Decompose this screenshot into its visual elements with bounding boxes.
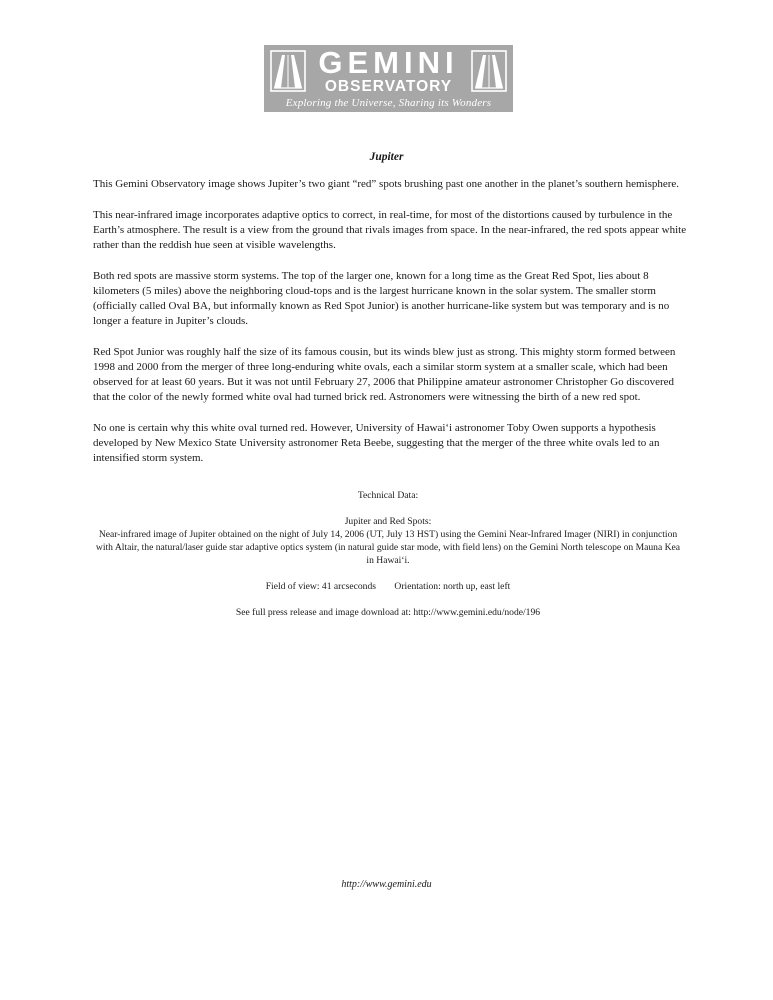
paragraph: This Gemini Observatory image shows Jupiter’s two giant “red” spots brushing past one another in the planet’s southern hemisphere. [93,178,680,190]
telescope-dome-icon [471,50,507,92]
page-title: Jupiter [369,151,404,163]
field-orientation-row [93,580,683,593]
technical-heading: Technical Data: [357,490,419,501]
logo-tagline: Exploring the Universe, Sharing its Wonders [285,97,492,109]
logo-word-gemini: GEMINI [318,45,459,80]
paragraph: Both red spots are massive storm systems. The top of the larger one, known for a long time as the Great Red Spot, lies about 8 kilometers (5 miles) above the neighboring cloud-tops and is the largest hurricane known in the solar system. The smaller storm (officially called Oval BA, but informally known as Red Spot Junior) is another hurricane-like system but was temporary and is no longer a feature in Jupiter’s clouds. [93,270,670,327]
technical-data-section [93,489,683,619]
press-release-link[interactable]: See full press release and image download at: http://www.gemini.edu/node/196 [235,607,541,618]
paragraph: No one is certain why this white oval turned red. However, University of Hawai‘i astronomer Toby Owen supports a hypothesis developed by New Mexico State University astronomer Reta Beebe, suggesting that the merger of the three white ovals led to an intensified storm system. [93,422,660,464]
logo-word-observatory: OBSERVATORY [324,78,453,95]
technical-subheading: Jupiter and Red Spots: [344,516,432,527]
telescope-dome-icon [270,50,306,92]
field-of-view: Field of view: 41 arcseconds [265,581,376,592]
technical-description: Near-infrared image of Jupiter obtained on the night of July 14, 2006 (UT, July 13 HST) using the Gemini Near-Infrared Imager (NIRI) in conjunction with Altair, the natural/laser guide star adaptive optics system (in natural guide star mode, with field lens) on the Gemini North telescope on Mauna Kea in Hawai‘i. [95,529,681,566]
article-body [93,177,689,482]
paragraph: Red Spot Junior was roughly half the size of its famous cousin, but its winds blew just as strong. This mighty storm formed between 1998 and 2000 from the merger of three long-enduring white ovals, each a similar storm system at a smaller scale, which had been observed for at least 60 years. But it was not until February 27, 2006 that Philippine amateur astronomer Christopher Go discovered that the color of the newly formed white oval had turned brick red. Astronomers were witnessing the birth of a new red spot. [93,346,676,403]
footer-url[interactable]: http://www.gemini.edu [341,879,432,890]
gemini-observatory-logo [264,45,513,112]
orientation: Orientation: north up, east left [394,581,511,592]
paragraph: This near-infrared image incorporates adaptive optics to correct, in real-time, for most of the distortions caused by turbulence in the Earth’s atmosphere. The result is a view from the ground that rivals images from space. In the near-infrared, the red spots appear white rather than the reddish hue seen at visible wavelengths. [93,209,687,251]
